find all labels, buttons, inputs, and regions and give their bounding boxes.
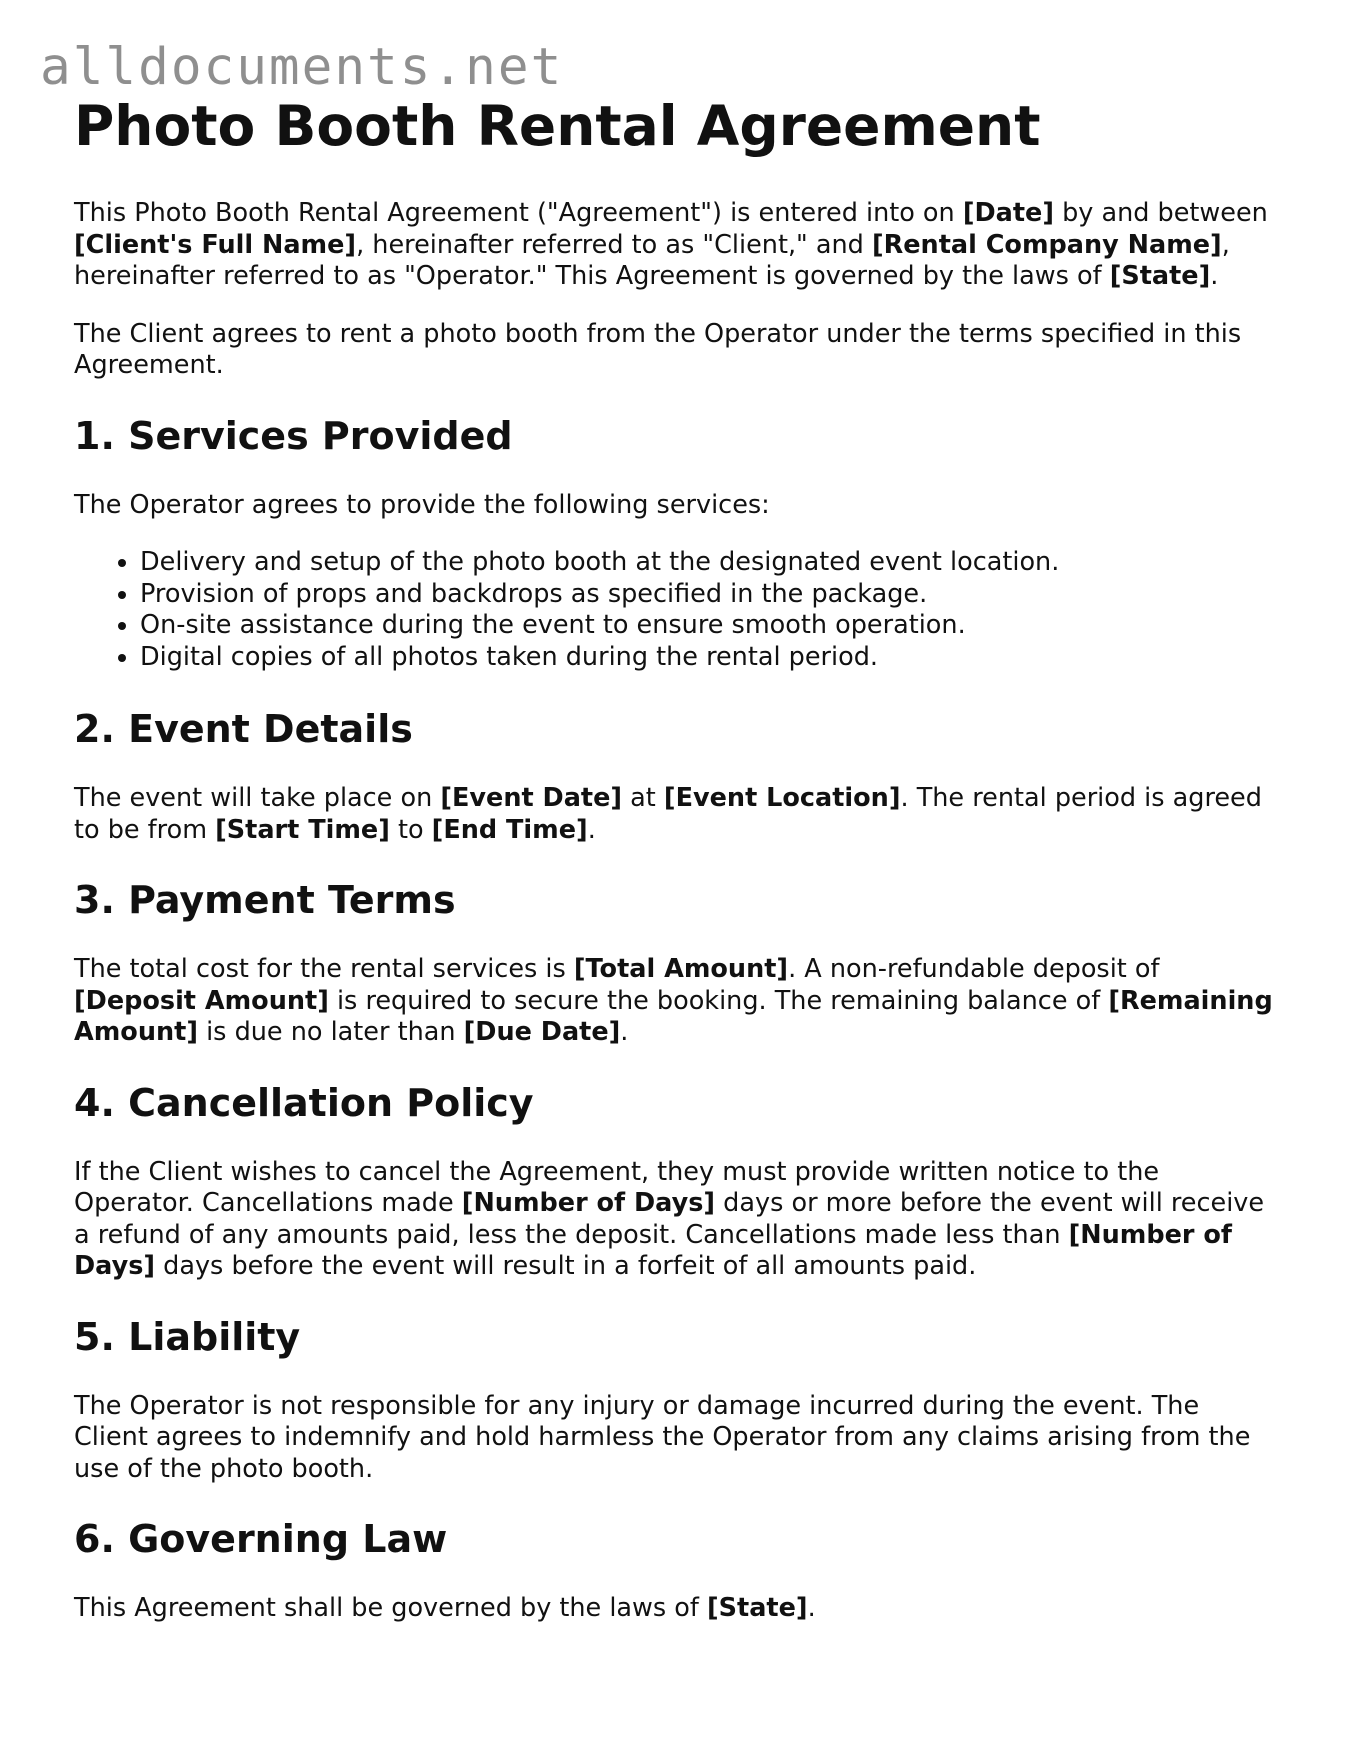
cancellation-text: days or more before the event will receive a refund of any amounts paid, less the deposit. Cancellations made less than (74, 1188, 1265, 1250)
section-heading-governing-law: 6. Governing Law (74, 1517, 448, 1561)
intro-paragraph-2: The Client agrees to rent a photo booth from the Operator under the terms specified in this Agreement. (74, 318, 1242, 380)
services-list (74, 547, 1274, 673)
list-item: • Digital copies of all photos taken during the rental period. (140, 642, 1274, 674)
section-heading-payment: 3. Payment Terms (74, 878, 456, 922)
document-page (74, 92, 1274, 1651)
intro-text: This Photo Booth Rental Agreement ("Agreement") is entered into on (74, 198, 963, 228)
state-placeholder: [State] (1109, 261, 1211, 291)
payment-text: The total cost for the rental services is (74, 954, 574, 984)
number-of-days-placeholder: [Number of Days] (461, 1188, 716, 1218)
section-heading-services: 1. Services Provided (74, 413, 513, 458)
liability-paragraph: The Operator is not responsible for any injury or damage incurred during the event. The Client agrees to indemnify and hold harmless the Operator from any claims arising from the use of the photo booth. (74, 1390, 1251, 1484)
payment-text: . A non-refundable deposit of (788, 954, 1160, 984)
start-time-placeholder: [Start Time] (215, 814, 390, 845)
event-text: at (622, 783, 664, 813)
event-text: to (389, 814, 432, 845)
total-amount-placeholder: [Total Amount] (573, 954, 789, 984)
intro-text: . (1210, 261, 1219, 291)
cancellation-text: days before the event will result in a forfeit of all amounts paid. (155, 1251, 977, 1281)
intro-text: , hereinafter referred to as "Operator." This Agreement is governed by the laws of (74, 229, 1230, 291)
intro-text: by and between (1053, 198, 1268, 228)
governing-law-text: This Agreement shall be governed by the laws of (74, 1593, 707, 1623)
list-item: • Provision of props and backdrops as specified in the package. (140, 579, 1274, 611)
number-of-days-placeholder: [Number of Days] (74, 1219, 1232, 1281)
event-text: . The rental period is agreed to be from (74, 783, 1262, 845)
event-details-paragraph (74, 783, 1274, 846)
intro-text: , hereinafter referred to as "Client," and (356, 229, 872, 260)
section-heading-liability: 5. Liability (74, 1314, 301, 1359)
payment-paragraph (74, 954, 1274, 1049)
company-name-placeholder: [Rental Company Name] (871, 229, 1222, 260)
list-item: • Delivery and setup of the photo booth at the designated event location. (140, 547, 1274, 579)
payment-text: is required to secure the booking. The remaining balance of (328, 985, 1109, 1016)
document-title: Photo Booth Rental Agreement (74, 94, 1041, 158)
section-heading-cancellation: 4. Cancellation Policy (74, 1080, 534, 1125)
event-text: The event will take place on (74, 783, 441, 813)
due-date-placeholder: [Due Date] (463, 1017, 621, 1047)
event-text: . (587, 814, 596, 845)
governing-law-paragraph (74, 1593, 1274, 1625)
payment-text: is due no later than (197, 1017, 464, 1047)
services-lead: The Operator agrees to provide the following services: (74, 489, 770, 520)
cancellation-paragraph (74, 1157, 1274, 1283)
list-item: • On-site assistance during the event to ensure smooth operation. (140, 610, 1274, 642)
section-heading-event-details: 2. Event Details (74, 707, 413, 751)
state-placeholder: [State] (707, 1593, 808, 1623)
payment-text: . (620, 1017, 629, 1047)
event-date-placeholder: [Event Date] (440, 783, 623, 813)
end-time-placeholder: [End Time] (431, 814, 588, 845)
event-location-placeholder: [Event Location] (663, 783, 901, 813)
date-placeholder: [Date] (962, 198, 1054, 228)
remaining-amount-placeholder: [Remaining Amount] (74, 985, 1273, 1047)
client-name-placeholder: [Client's Full Name] (74, 229, 357, 260)
deposit-amount-placeholder: [Deposit Amount] (74, 985, 329, 1016)
watermark: alldocuments.net (40, 38, 564, 97)
cancellation-text: If the Client wishes to cancel the Agreement, they must provide written notice to the Operator. Cancellations made (74, 1156, 1160, 1218)
governing-law-text: . (807, 1593, 816, 1623)
intro-paragraph (74, 198, 1274, 293)
